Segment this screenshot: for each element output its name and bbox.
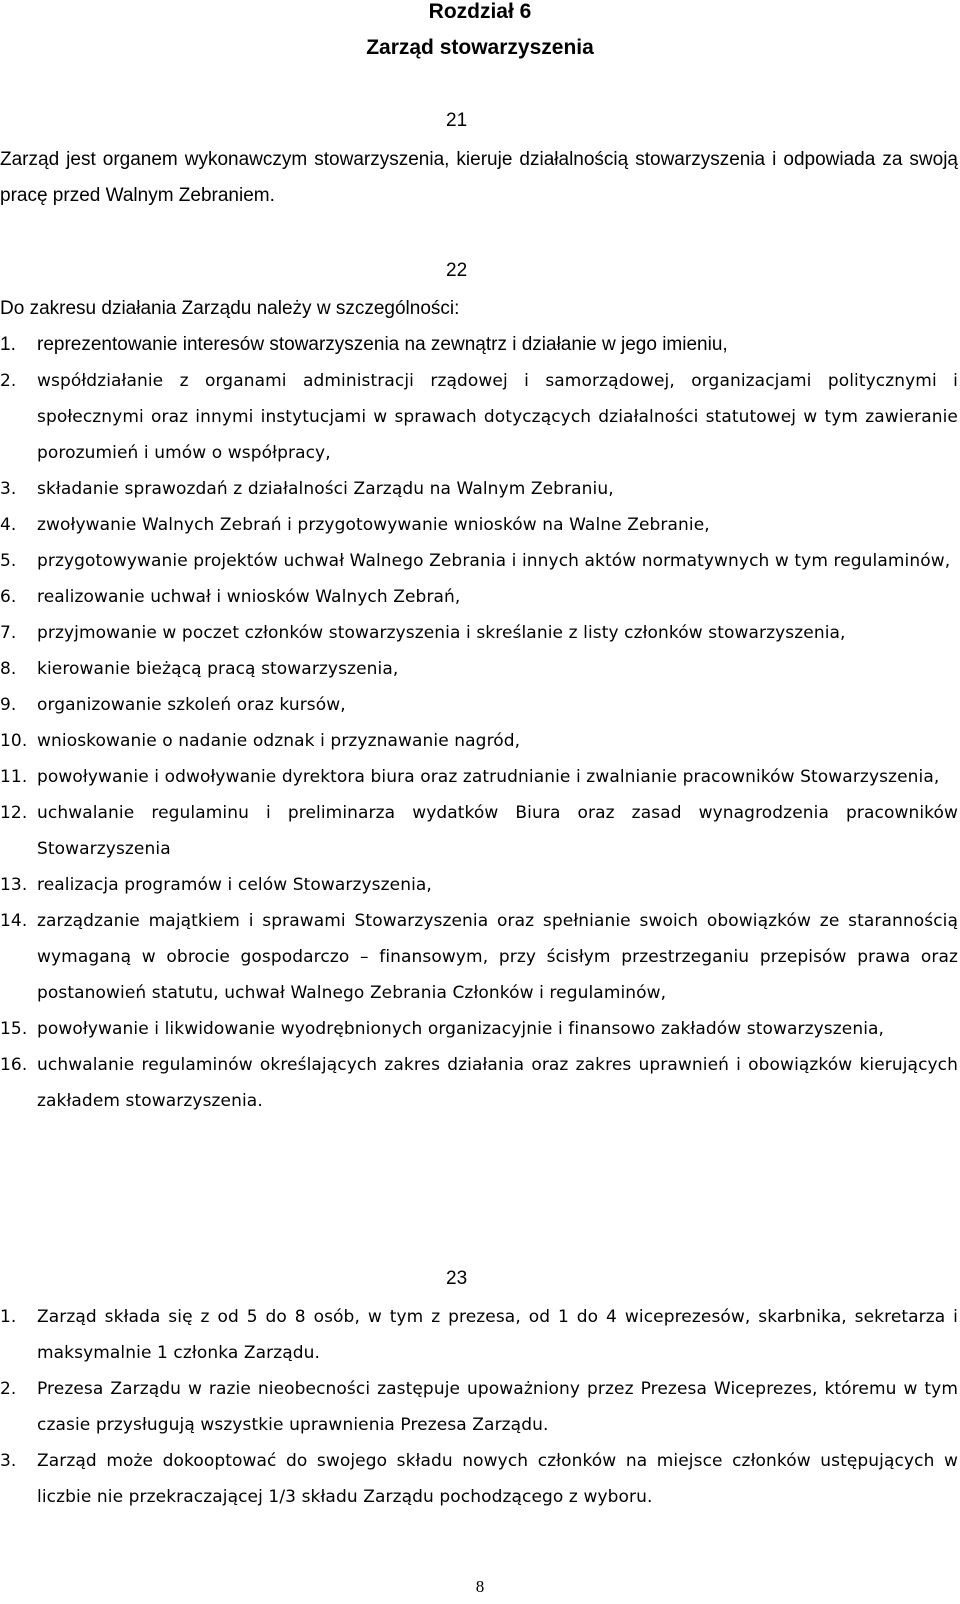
list-item-number: 16. — [0, 1055, 28, 1075]
list-item-number: 11. — [0, 767, 28, 787]
list-item-number: 2. — [0, 1379, 17, 1399]
list-item — [0, 867, 958, 903]
list-item-text: kierowanie bieżącą pracą stowarzyszenia, — [37, 659, 399, 679]
page-number: 8 — [475, 1577, 485, 1596]
list-item-number: 12. — [0, 803, 28, 823]
list-item-text: współdziałanie z organami administracji rządowej i samorządowej, organizacjami politycznymi i społecznymi oraz innymi instytucjami w sprawach dotyczących działalności statutowej w tym zawieranie porozumień i umów o współpracy, — [37, 371, 958, 463]
list-item-number: 2. — [0, 371, 17, 391]
list-item-text: przygotowywanie projektów uchwał Walnego Zebrania i innych aktów normatywnych w tym regulaminów, — [37, 551, 951, 571]
list-item — [0, 723, 958, 759]
list-item-text: realizacja programów i celów Stowarzyszenia, — [37, 875, 432, 895]
list-item — [0, 327, 958, 363]
list-item-text: uchwalanie regulaminu i preliminarza wydatków Biura oraz zasad wynagrodzenia pracowników Stowarzyszenia — [37, 803, 958, 859]
list-item-number: 13. — [0, 875, 28, 895]
chapter-subtitle: Zarząd stowarzyszenia — [366, 36, 594, 59]
list-item — [0, 795, 958, 867]
section-23-list — [0, 1299, 958, 1515]
list-item-text: powoływanie i likwidowanie wyodrębnionych organizacyjnie i finansowo zakładów stowarzyszenia, — [37, 1019, 885, 1039]
list-item — [0, 903, 958, 1011]
list-item-text: wnioskowanie o nadanie odznak i przyznawanie nagród, — [37, 731, 521, 751]
list-item-text: Zarząd składa się z od 5 do 8 osób, w tym z prezesa, od 1 do 4 wiceprezesów, skarbnika, sekretarza i maksymalnie 1 członka Zarządu. — [37, 1307, 958, 1363]
list-item-text: przyjmowanie w poczet członków stowarzyszenia i skreślanie z listy członków stowarzyszenia, — [37, 623, 846, 643]
list-item — [0, 1371, 958, 1443]
section-22-number: 22 — [446, 260, 468, 281]
list-item-text: Prezesa Zarządu w razie nieobecności zastępuje upoważniony przez Prezesa Wiceprezes, któremu w tym czasie przysługują wszystkie uprawnienia Prezesa Zarządu. — [37, 1379, 958, 1435]
list-item — [0, 1299, 958, 1371]
section-22-intro: Do zakresu działania Zarządu należy w szczególności: — [0, 298, 460, 319]
list-item-number: 7. — [0, 623, 17, 643]
list-item-text: reprezentowanie interesów stowarzyszenia na zewnątrz i działanie w jego imieniu, — [37, 334, 728, 355]
list-item-text: Zarząd może dokooptować do swojego składu nowych członków na miejsce członków ustępujących w liczbie nie przekraczającej 1/3 składu Zarządu pochodzącego z wyboru. — [37, 1451, 958, 1507]
list-item-number: 4. — [0, 515, 17, 535]
list-item — [0, 615, 958, 651]
list-item-text: uchwalanie regulaminów określających zakres działania oraz zakres uprawnień i obowiązków kierujących zakładem stowarzyszenia. — [37, 1055, 958, 1111]
list-item — [0, 471, 958, 507]
section-22-list — [0, 327, 958, 1119]
list-item-number: 1. — [0, 334, 16, 355]
list-item-text: składanie sprawozdań z działalności Zarządu na Walnym Zebraniu, — [37, 479, 614, 499]
list-item-number: 3. — [0, 1451, 17, 1471]
section-23-number: 23 — [446, 1268, 468, 1289]
section-21-text: Zarząd jest organem wykonawczym stowarzyszenia, kieruje działalnością stowarzyszenia i odpowiada za swoją pracę przed Walnym Zebraniem. — [0, 149, 958, 206]
list-item — [0, 363, 958, 471]
list-item-text: zarządzanie majątkiem i sprawami Stowarzyszenia oraz spełnianie swoich obowiązków ze starannością wymaganą w obrocie gospodarczo – finansowym, przy ścisłym przestrzeganiu przepisów prawa oraz postanowień statutu, uchwał Walnego Zebrania Członków i regulaminów, — [37, 911, 958, 1003]
list-item — [0, 543, 958, 579]
list-item — [0, 759, 958, 795]
list-item-number: 1. — [0, 1307, 17, 1327]
list-item-number: 14. — [0, 911, 28, 931]
list-item — [0, 651, 958, 687]
list-item-number: 15. — [0, 1019, 28, 1039]
section-21-number: 21 — [446, 110, 468, 131]
list-item — [0, 507, 958, 543]
list-item — [0, 1443, 958, 1515]
list-item-number: 5. — [0, 551, 17, 571]
list-item — [0, 579, 958, 615]
chapter-title: Rozdział 6 — [428, 0, 532, 23]
list-item — [0, 1047, 958, 1119]
list-item-number: 8. — [0, 659, 17, 679]
list-item-number: 9. — [0, 695, 17, 715]
list-item-text: zwoływanie Walnych Zebrań i przygotowywanie wniosków na Walne Zebranie, — [37, 515, 710, 535]
list-item-number: 6. — [0, 587, 17, 607]
list-item — [0, 687, 958, 723]
list-item — [0, 1011, 958, 1047]
list-item-text: realizowanie uchwał i wniosków Walnych Zebrań, — [37, 587, 461, 607]
list-item-number: 3. — [0, 479, 17, 499]
list-item-number: 10. — [0, 731, 28, 751]
list-item-text: organizowanie szkoleń oraz kursów, — [37, 695, 346, 715]
list-item-text: powoływanie i odwoływanie dyrektora biura oraz zatrudnianie i zwalnianie pracowników Stowarzyszenia, — [37, 767, 940, 787]
